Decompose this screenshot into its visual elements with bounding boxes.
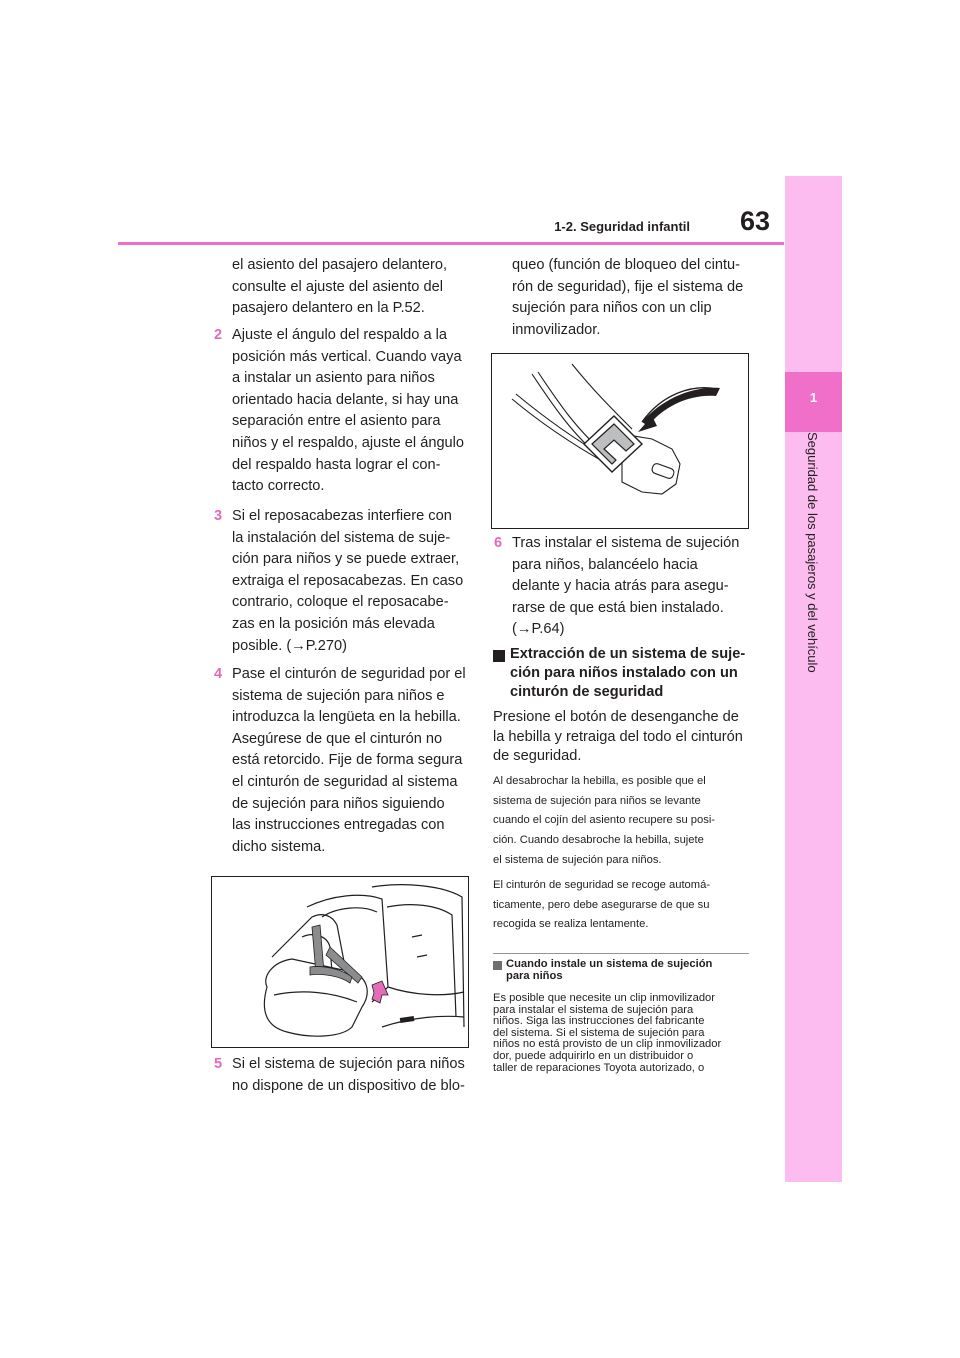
step-2-number: 2 — [214, 327, 223, 343]
step-6-text: Tras instalar el sistema de sujeción para niños, balancéelo hacia delante y hacia atrás para asegu- rarse de que está bien instalado. (→P.64) — [512, 535, 740, 638]
section-title: 1-2. Seguridad infantil — [554, 219, 690, 234]
child-seat-drawing — [212, 877, 468, 1047]
note-heading: Cuando instale un sistema de sujeción para niños — [506, 958, 713, 982]
step-3-number: 3 — [214, 508, 223, 524]
step-6-number: 6 — [494, 535, 503, 551]
section-heading-bullet — [493, 650, 505, 662]
note-body: Es posible que necesite un clip inmovilizador para instalar el sistema de sujeción para niños. Siga las instrucciones del fabricante del sistema. Si el sistema de sujeción para niños no está provisto de un clip inmovilizador dor, puede adquirirlo en un distribuidor o taller de reparaciones Toyota autorizado, o — [493, 992, 722, 1074]
note-heading-bullet — [493, 961, 502, 970]
step-4-text: Pase el cinturón de seguridad por el sistema de sujeción para niños e introduzca la lengüeta en la hebilla. Asegúrese de que el cinturón no está retorcido. Fije de forma segura el cinturón de seguridad al sistema de sujeción para niños siguiendo las instrucciones entregadas con dicho sistema. — [232, 666, 466, 855]
small-paragraph-2: El cinturón de seguridad se recoge automá- ticamente, pero debe asegurarse de que su recogida se realiza lentamente. — [493, 879, 711, 931]
header-rule — [118, 242, 784, 245]
note-divider — [493, 953, 749, 954]
step-5-number: 5 — [214, 1056, 223, 1072]
step-4-number: 4 — [214, 666, 223, 682]
step-3-text: Si el reposacabezas interfiere con la instalación del sistema de suje- ción para niños y se puede extraer, extraiga el reposacabezas. En caso contrario, coloque el reposacabe- zas en la posición más elevada posible. (→P.270) — [232, 508, 464, 654]
chapter-number: 1 — [809, 390, 818, 405]
step-5-text: Si el sistema de sujeción para niños no dispone de un dispositivo de blo- — [232, 1056, 465, 1094]
locking-clip-illustration — [491, 353, 749, 529]
small-paragraph-1: Al desabrochar la hebilla, es posible que el sistema de sujeción para niños se levante cuando el cojín del asiento recupere su posi- ción. Cuando desabroche la hebilla, sujete el sistema de sujeción para niños. — [493, 775, 716, 866]
section-heading: Extracción de un sistema de suje- ción para niños instalado con un cinturón de seguridad — [510, 646, 746, 700]
body-paragraph: Presione el botón de desenganche de la hebilla y retraiga del todo el cinturón de seguridad. — [493, 709, 743, 764]
chapter-title-vertical — [758, 432, 868, 673]
chapter-title: Seguridad de los pasajeros y del vehículo — [805, 432, 820, 673]
intro-paragraph: el asiento del pasajero delantero, consulte el ajuste del asiento del pasajero delantero en la P.52. — [232, 257, 448, 317]
page-number: 63 — [740, 206, 771, 236]
locking-clip-drawing — [492, 354, 748, 528]
child-seat-illustration — [211, 876, 469, 1048]
step-2-text: Ajuste el ángulo del respaldo a la posición más vertical. Cuando vaya a instalar un asiento para niños orientado hacia delante, si hay una separación entre el asiento para niños y el respaldo, ajuste el ángulo del respaldo hasta lograr el con- tacto correcto. — [232, 327, 465, 495]
continued-paragraph: queo (función de bloqueo del cintu- rón de seguridad), fije el sistema de sujeción para niños con un clip inmovilizador. — [512, 257, 744, 338]
